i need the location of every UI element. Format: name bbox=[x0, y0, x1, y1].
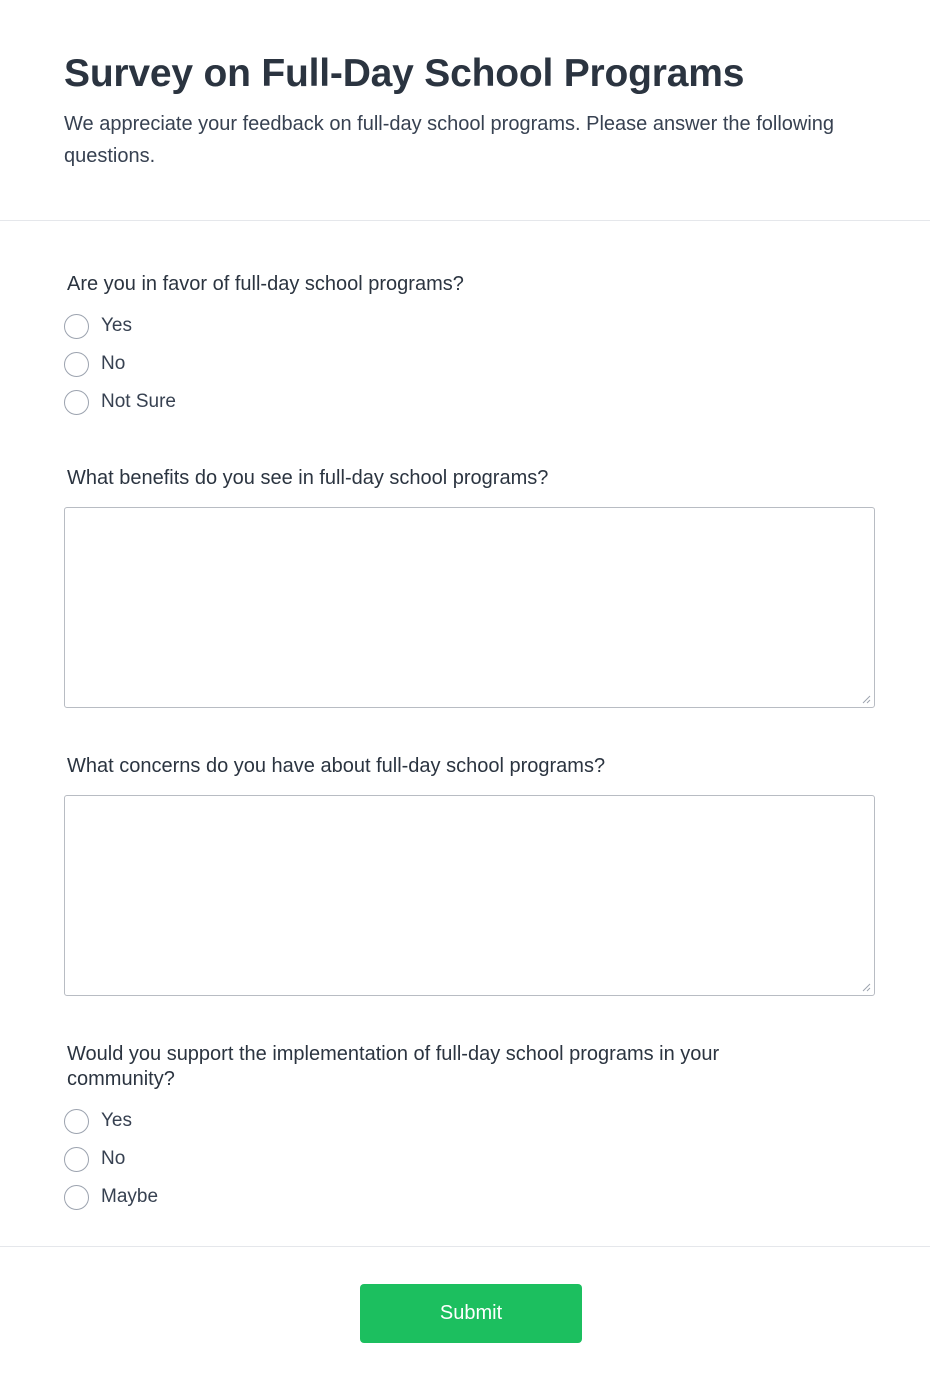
submit-button[interactable]: Submit bbox=[360, 1284, 582, 1343]
radio-label: No bbox=[101, 353, 126, 374]
resize-grip-icon[interactable] bbox=[861, 982, 871, 992]
radio-label: Not Sure bbox=[101, 391, 176, 412]
survey-header bbox=[0, 0, 930, 221]
radio-option-favor-no[interactable] bbox=[64, 351, 125, 377]
radio-option-support-no[interactable] bbox=[64, 1146, 125, 1172]
radio-option-favor-not-sure[interactable] bbox=[64, 389, 176, 415]
radio-label: No bbox=[101, 1148, 126, 1169]
radio-label: Maybe bbox=[101, 1186, 159, 1207]
radio-option-favor-yes[interactable] bbox=[64, 313, 132, 339]
page-title: Survey on Full-Day School Programs bbox=[64, 52, 745, 95]
radio-label: Yes bbox=[101, 315, 132, 336]
question-benefits-label: What benefits do you see in full-day school programs? bbox=[67, 467, 549, 489]
radio-button[interactable] bbox=[64, 352, 89, 377]
radio-option-support-yes[interactable] bbox=[64, 1108, 132, 1134]
radio-button[interactable] bbox=[64, 314, 89, 339]
radio-button[interactable] bbox=[64, 390, 89, 415]
radio-label: Yes bbox=[101, 1110, 132, 1131]
concerns-textarea[interactable] bbox=[64, 795, 875, 996]
question-concerns-label: What concerns do you have about full-day school programs? bbox=[67, 755, 606, 777]
page-description: We appreciate your feedback on full-day school programs. Please answer the following questions. bbox=[64, 113, 835, 167]
benefits-textarea[interactable] bbox=[64, 507, 875, 708]
question-support-label: Would you support the implementation of full-day school programs in your community? bbox=[67, 1043, 720, 1090]
radio-option-support-maybe[interactable] bbox=[64, 1184, 158, 1210]
radio-button[interactable] bbox=[64, 1185, 89, 1210]
question-favor-label: Are you in favor of full-day school programs? bbox=[67, 273, 464, 295]
resize-grip-icon[interactable] bbox=[861, 694, 871, 704]
radio-button[interactable] bbox=[64, 1109, 89, 1134]
radio-button[interactable] bbox=[64, 1147, 89, 1172]
form-footer bbox=[0, 1246, 930, 1393]
